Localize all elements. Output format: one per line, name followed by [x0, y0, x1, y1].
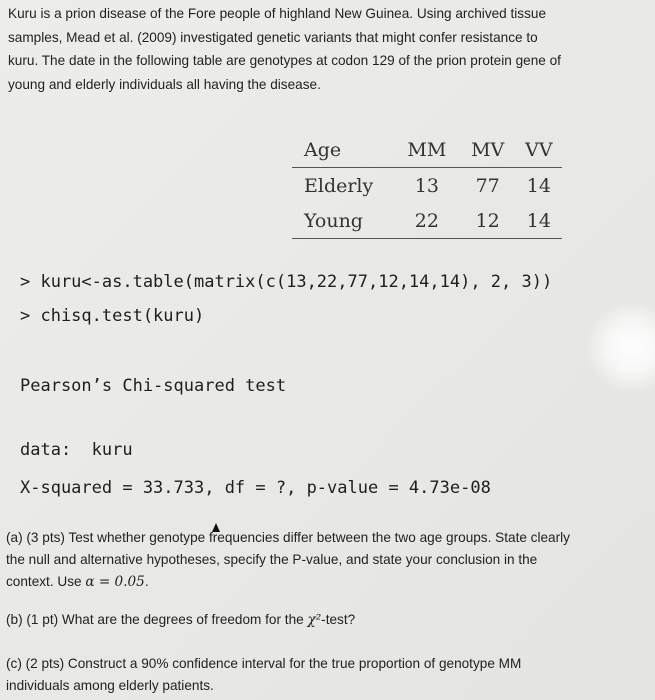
r-output-title: Pearson’s Chi-squared test [20, 376, 287, 396]
question-text: (b) (1 pt) What are the degrees of freedom for the [6, 612, 308, 627]
table-cell: 14 [526, 174, 551, 197]
header-mv: MV [471, 138, 505, 161]
genotype-table [292, 132, 562, 239]
table-header-row [292, 132, 562, 168]
question-text: . [144, 574, 149, 589]
alpha-math: α = 0.05 [85, 574, 145, 590]
r-output-data: data: kuru [20, 440, 133, 460]
table-row [292, 203, 562, 239]
table-cell: Elderly [304, 174, 374, 197]
header-age: Age [304, 138, 342, 161]
intro-line: samples, Mead et al. (2009) investigated genetic variants that might confer resistance to [8, 29, 538, 45]
intro-line: young and elderly individuals all having the disease. [8, 76, 321, 92]
table-cell: Young [304, 209, 363, 232]
intro-paragraph [8, 2, 648, 96]
header-mm: MM [407, 138, 447, 161]
mouse-cursor-icon [212, 523, 220, 532]
table-cell: 14 [526, 209, 551, 232]
table-cell: 13 [414, 174, 439, 197]
question-line: (c) (2 pts) Construct a 90% confidence interval for the true proportion of genotype MM [6, 656, 522, 671]
r-output-statistic: X-squared = 33.733, df = ?, p-value = 4.73e-08 [20, 478, 491, 498]
question-c [6, 653, 646, 697]
intro-line: Kuru is a prion disease of the Fore people of highland New Guinea. Using archived tissue [8, 6, 547, 21]
r-command-line: > chisq.test(kuru) [20, 306, 205, 326]
intro-line: kuru. The date in the following table are genotypes at codon 129 of the prion protein gene of [8, 53, 561, 68]
question-line [6, 571, 646, 593]
question-line: the null and alternative hypotheses, specify the P-value, and state your conclusion in the [6, 552, 538, 567]
table-cell: 22 [414, 209, 439, 232]
chi-squared-math: χ² [307, 612, 322, 628]
table-cell: 77 [475, 174, 500, 197]
question-text: -test? [321, 612, 356, 627]
question-line: individuals among elderly patients. [6, 678, 214, 693]
question-a [6, 527, 646, 593]
header-vv: VV [525, 138, 553, 161]
table-row [292, 168, 562, 204]
light-glare [585, 300, 655, 395]
question-line [6, 609, 646, 631]
r-command-line: > kuru<-as.table(matrix(c(13,22,77,12,14,14), 2, 3)) [20, 272, 553, 292]
question-text: context. Use [6, 574, 86, 589]
genotype-table-wrap [292, 132, 562, 239]
question-b [6, 609, 646, 631]
question-line: (a) (3 pts) Test whether genotype frequencies differ between the two age groups. State clearly [6, 530, 570, 545]
table-cell: 12 [475, 209, 500, 232]
